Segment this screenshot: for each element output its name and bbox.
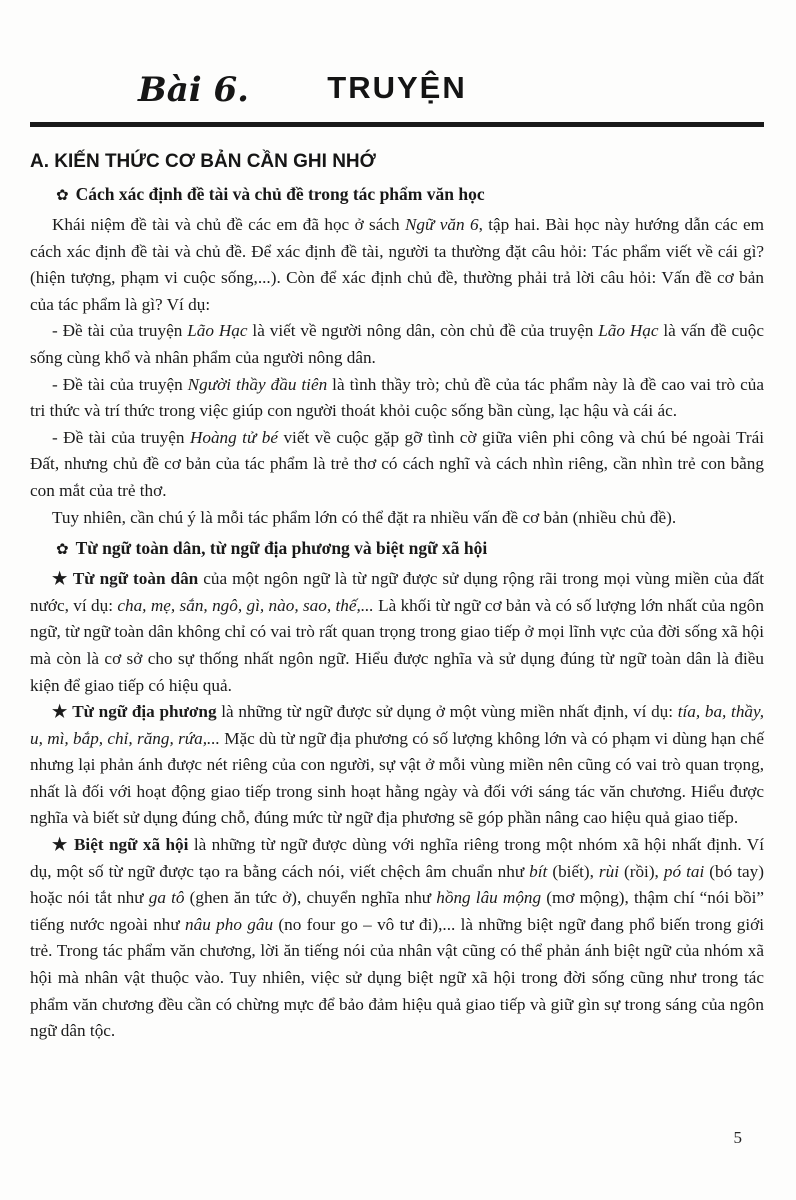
paragraph-nguoi-thay-dau-tien xyxy=(30,372,764,425)
text-run: - Đề tài của truyện xyxy=(52,374,188,394)
text-run: pó tai xyxy=(663,861,705,881)
page-number: 5 xyxy=(733,1128,742,1147)
topic-heading-label: Cách xác định đề tài và chủ đề trong tác phẩm văn học xyxy=(75,184,485,204)
text-run: (mơ mộng), thậm chí “nói bồi” tiếng nước ngoài như xyxy=(30,888,764,934)
page-title: TRUYỆN xyxy=(327,70,467,105)
text-run: - Đề tài của truyện xyxy=(52,427,190,447)
paragraph-tuy-nhien xyxy=(30,505,764,532)
text-run: ga tô xyxy=(148,888,185,908)
text-run: ★ xyxy=(52,569,73,589)
text-run: Ngữ văn 6 xyxy=(404,215,479,234)
text-run: Hoàng tử bé xyxy=(189,427,278,447)
text-run: là những từ ngữ được sử dụng ở một vùng miền nhất định, ví dụ: xyxy=(216,702,678,722)
text-run: Lão Hạc xyxy=(598,321,659,341)
text-run: của một ngôn ngữ là từ ngữ được sử dụng rộng rãi trong mọi vùng miền của đất nước, ví dụ: xyxy=(30,569,764,615)
text-run: bít xyxy=(529,861,548,881)
paragraph-tu-ngu-dia-phuong xyxy=(30,699,764,832)
text-run: cha, mẹ, sắn, ngô, gì, nào, sao, thế,... xyxy=(117,595,374,615)
text-run: viết về cuộc gặp gỡ tình cờ giữa viên phi công và chú bé ngoài Trái Đất, nhưng chủ đề cơ bản của tác phẩm là trẻ thơ có cách nghĩ và cách nhìn riêng, cần nhìn trẻ con bằng con mắt của trẻ thơ. xyxy=(30,427,764,500)
text-run: (bó tay) hoặc nói tắt như xyxy=(30,861,764,908)
florette-icon: ✿ xyxy=(56,186,69,204)
text-run: Lão Hạc xyxy=(187,321,248,341)
text-run: (rồi), xyxy=(618,861,664,881)
text-run: là tình thầy trò; chủ đề của tác phẩm này là đề cao vai trò của tri thức và trí thức trong việc giúp con người thoát khỏi cuộc sống bần cùng, lạc hậu và cái ác. xyxy=(30,374,764,421)
text-run: tía, ba, thầy, u, mì, bắp, chỉ, răng, rứa,... xyxy=(30,702,764,748)
text-run: (ghen ăn tức ở), chuyển nghĩa như xyxy=(184,888,437,908)
body-text xyxy=(30,212,764,531)
paragraph-biet-ngu-xa-hoi xyxy=(30,832,764,1045)
body-text xyxy=(30,566,764,1045)
header-rule xyxy=(30,122,764,127)
lesson-label: Bài 6. xyxy=(138,70,250,110)
text-run: Từ ngữ toàn dân xyxy=(72,569,199,589)
text-run: - Đề tài của truyện xyxy=(52,321,188,341)
text-run: Từ ngữ địa phương xyxy=(72,702,217,722)
florette-icon: ✿ xyxy=(56,540,69,559)
text-run: Là khối từ ngữ cơ bản và có số lượng lớn nhất của ngôn ngữ, từ ngữ toàn dân không chỉ có vai trò rất quan trọng trong giao tiếp ở mọi lĩnh vực của đời sống xã hội mà còn là cơ sở cho sự thống nhất ngôn ngữ. Hiểu được nghĩa và sử dụng đúng từ ngữ toàn dân là điều kiện để giao tiếp có hiệu quả. xyxy=(30,595,764,695)
paragraph-tu-ngu-toan-dan xyxy=(30,566,764,699)
text-run: Khái niệm đề tài và chủ đề các em đã học ở sách xyxy=(52,215,405,234)
text-run: là những từ ngữ được dùng với nghĩa riêng trong một nhóm xã hội nhất định. Ví dụ, một số từ ngữ được tạo ra bằng cách nói, viết chệch âm chuẩn như xyxy=(30,835,764,881)
text-run: (biết), xyxy=(547,861,599,881)
text-run: hồng lâu mộng xyxy=(436,888,542,908)
paragraph-hoang-tu-be xyxy=(30,425,764,505)
topic-heading-tu-ngu xyxy=(30,535,764,562)
text-run: rùi xyxy=(598,861,619,881)
text-run: Mặc dù từ ngữ địa phương có số lượng không lớn và có phạm vi dùng hạn chế nhưng lại phản ánh được nét riêng của con người, sự vật ở mỗi vùng miền nên cũng có vai trò quan trọng, nhất là đối với hoạt động giao tiếp trong sinh hoạt hằng ngày và đối với sáng tác văn chương. Hiểu được nghĩa và biết sử dụng đúng chỗ, đúng mức từ ngữ địa phương sẽ góp phần nâng cao hiệu quả giao tiếp. xyxy=(30,728,765,828)
topic-heading-label: Từ ngữ toàn dân, từ ngữ địa phương và biệt ngữ xã hội xyxy=(75,538,488,559)
topic-heading-de-tai-chu-de xyxy=(30,181,764,208)
text-run: là viết về người nông dân, còn chủ đề của truyện xyxy=(247,321,599,341)
text-run: là vấn đề cuộc sống cùng khổ và nhân phẩm của người nông dân. xyxy=(30,321,764,367)
paragraph-de-tai-lao-hac xyxy=(30,318,764,371)
text-run: nâu pho gâu xyxy=(185,914,274,934)
page-header xyxy=(30,54,764,114)
text-run: ★ xyxy=(52,702,73,722)
paragraph-khai-niem xyxy=(30,212,764,318)
text-run: (no four go – vô tư đi),... là những biệt ngữ đang phổ biến trong giới trẻ. Trong tác phẩm văn chương, lời ăn tiếng nói của nhân vật cũng có thể phản ánh biệt ngữ của nhóm xã hội mà nhân vật thuộc vào. Tuy nhiên, việc sử dụng biệt ngữ xã hội trong đời sống cũng như trong tác phẩm văn chương đều cần có chừng mực để bảo đảm hiệu quả giao tiếp và giữ gìn sự trong sáng của ngôn ngữ dân tộc. xyxy=(30,914,765,1041)
section-a-heading: A. KIẾN THỨC CƠ BẢN CẦN GHI NHỚ xyxy=(30,151,376,172)
text-run: , tập hai. Bài học này hướng dẫn các em cách xác định đề tài và chủ đề. Để xác định đề tài, người ta thường đặt câu hỏi: Tác phẩm viết về cái gì? (hiện tượng, phạm vi cuộc sống,...). Còn để xác định chủ đề, thường phải trả lời câu hỏi: Vấn đề cơ bản của tác phẩm là gì? Ví dụ: xyxy=(30,215,764,314)
text-run: Tuy nhiên, cần chú ý là mỗi tác phẩm lớn có thể đặt ra nhiều vấn đề cơ bản (nhiều chủ đề). xyxy=(52,507,677,527)
text-run: ★ xyxy=(52,835,74,855)
text-run: Người thầy đầu tiên xyxy=(187,374,328,394)
text-run: Biệt ngữ xã hội xyxy=(73,835,189,855)
